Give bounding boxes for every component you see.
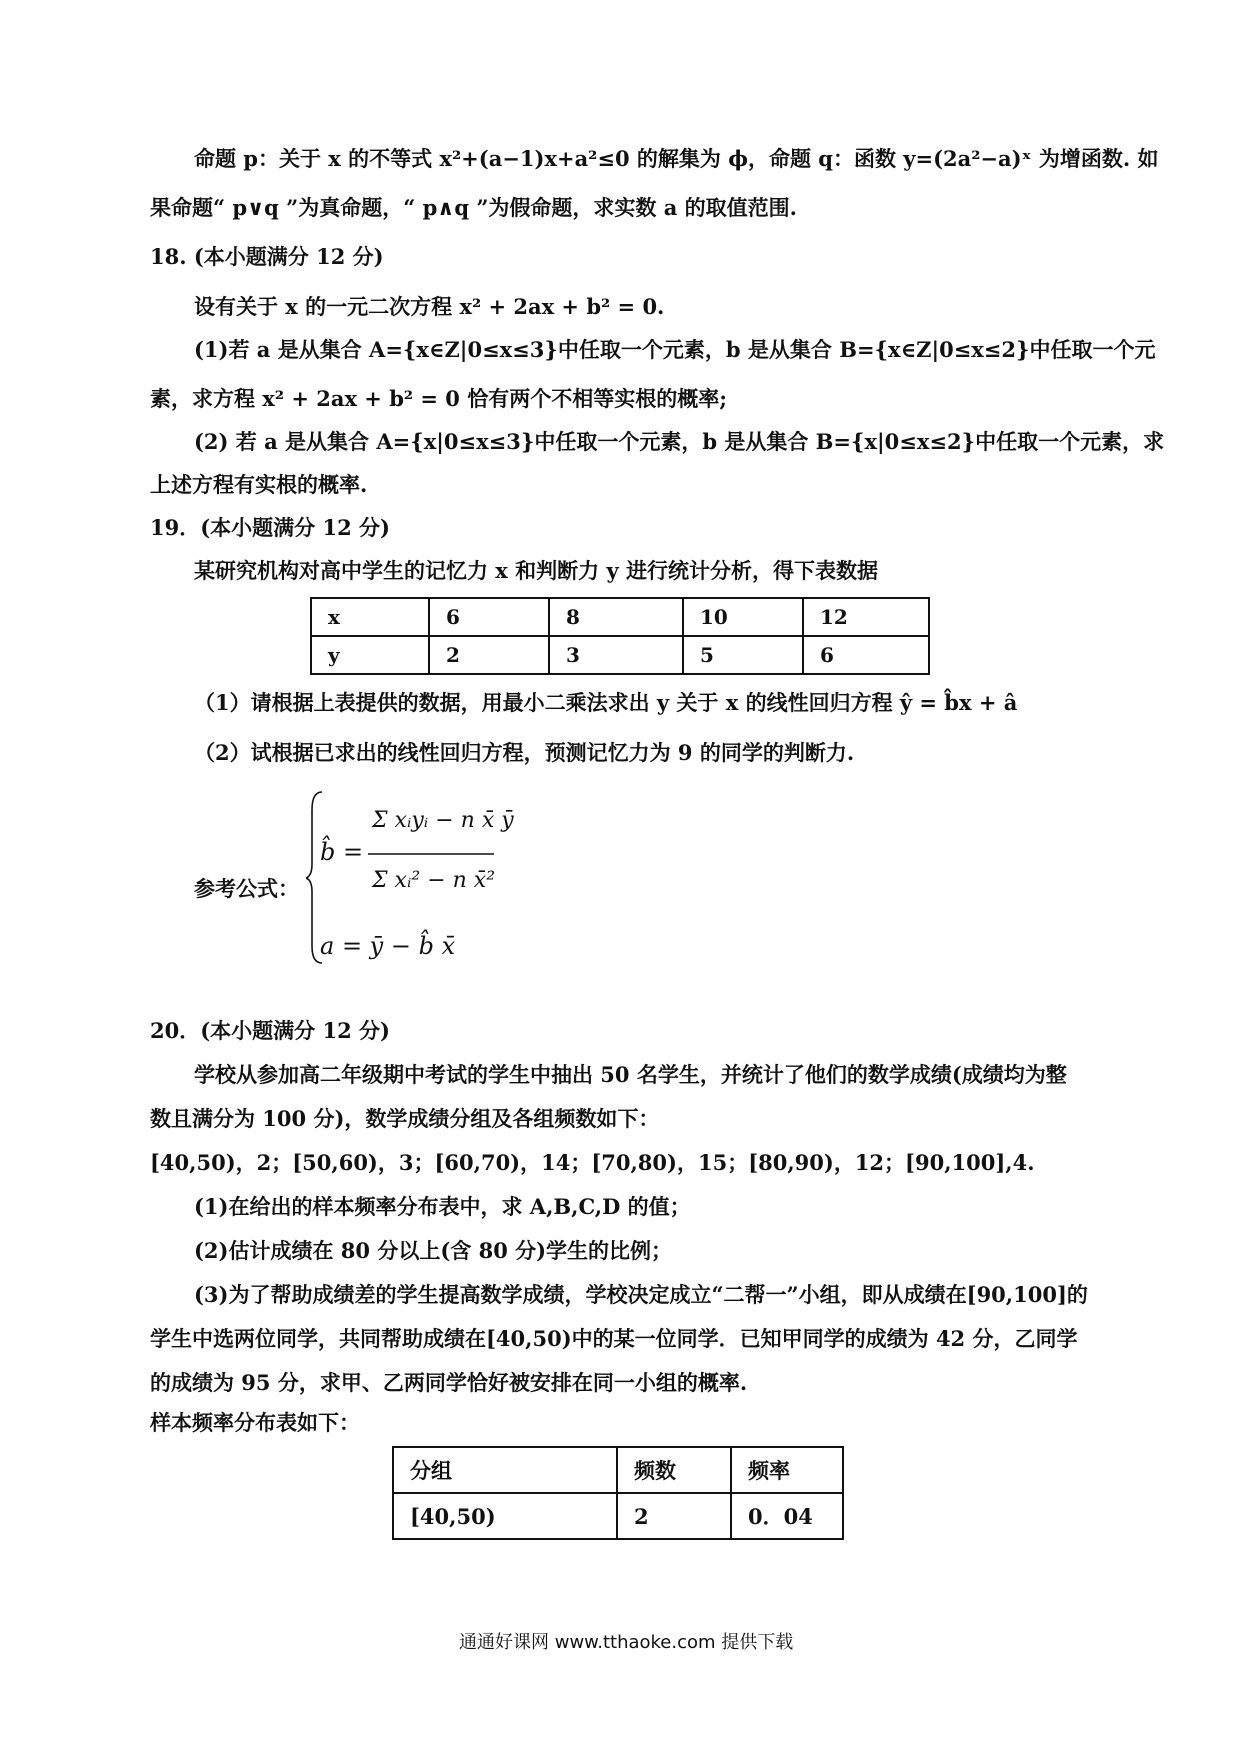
q20-intro-line1: 学校从参加高二年级期中考试的学生中抽出 50 名学生，并统计了他们的数学成绩(成绩均为整 — [194, 1062, 1067, 1087]
q19-part2: （2）试根据已求出的线性回归方程，预测记忆力为 9 的同学的判断力. — [194, 740, 855, 765]
fraction-bar — [368, 852, 496, 856]
formula-b-numerator: Σ xᵢyᵢ − n x̄ ȳ — [372, 808, 514, 833]
table-cell: 2 — [617, 1493, 731, 1539]
q19-data-table — [310, 597, 930, 675]
q17-line2: 果命题“ p∨q ”为真命题，“ p∧q ”为假命题，求实数 a 的取值范围. — [150, 195, 797, 220]
table-cell: x — [311, 598, 429, 636]
table-cell: 3 — [549, 636, 683, 674]
table-cell: [40,50) — [393, 1493, 617, 1539]
page-footer: 通通好课网 www.tthaoke.com 提供下载 — [459, 1632, 794, 1653]
q20-table-caption: 样本频率分布表如下： — [150, 1410, 360, 1435]
frequency-table — [392, 1446, 844, 1540]
table-cell: 10 — [683, 598, 803, 636]
q19-intro: 某研究机构对高中学生的记忆力 x 和判断力 y 进行统计分析，得下表数据 — [194, 558, 878, 583]
formula-b-hat-lhs: b̂ = — [320, 838, 364, 866]
q18-part2-line2: 上述方程有实根的概率. — [150, 472, 368, 497]
q19-part1: （1）请根据上表提供的数据，用最小二乘法求出 y 关于 x 的线性回归方程 ŷ = b̂x + â — [194, 690, 1018, 715]
table-cell: 0．04 — [731, 1493, 843, 1539]
table-row — [311, 598, 929, 636]
q18-part2-line1: (2) 若 a 是从集合 A={x|0≤x≤3}中任取一个元素，b 是从集合 B={x|0≤x≤2}中任取一个元素，求 — [194, 429, 1165, 454]
q20-part3-line1: (3)为了帮助成绩差的学生提高数学成绩，学校决定成立“二帮一”小组，即从成绩在[90,100]的 — [194, 1282, 1088, 1307]
table-header-row — [393, 1447, 843, 1493]
formula-label: 参考公式： — [194, 876, 299, 901]
table-row — [393, 1493, 843, 1539]
table-cell: 6 — [429, 598, 549, 636]
q20-groups: [40,50)，2；[50,60)，3；[60,70)，14；[70,80)，15；[80,90)，12；[90,100],4. — [150, 1150, 1035, 1175]
q20-part3-line2: 学生中选两位同学，共同帮助成绩在[40,50)中的某一位同学．已知甲同学的成绩为 42 分，乙同学 — [150, 1326, 1078, 1351]
q20-part1: (1)在给出的样本频率分布表中，求 A,B,C,D 的值； — [194, 1194, 691, 1219]
table-cell: 2 — [429, 636, 549, 674]
table-cell: 5 — [683, 636, 803, 674]
formula-a: a = ȳ − b̂ x̄ — [320, 932, 456, 960]
table-row — [311, 636, 929, 674]
table-cell: 6 — [803, 636, 929, 674]
table-cell: 8 — [549, 598, 683, 636]
q18-part1-line1: (1)若 a 是从集合 A={x∈Z|0≤x≤3}中任取一个元素，b 是从集合 B={x∈Z|0≤x≤2}中任取一个元 — [194, 337, 1156, 362]
q19-title: 19．(本小题满分 12 分) — [150, 515, 390, 540]
table-header-cell: 分组 — [393, 1447, 617, 1493]
q20-part3-line3: 的成绩为 95 分，求甲、乙两同学恰好被安排在同一小组的概率. — [150, 1370, 748, 1395]
table-header-cell: 频率 — [731, 1447, 843, 1493]
q18-intro: 设有关于 x 的一元二次方程 x² + 2ax + b² = 0. — [194, 294, 665, 319]
q18-title: 18. (本小题满分 12 分) — [150, 244, 384, 269]
table-header-cell: 频数 — [617, 1447, 731, 1493]
table-cell: 12 — [803, 598, 929, 636]
q20-part2: (2)估计成绩在 80 分以上(含 80 分)学生的比例； — [194, 1238, 673, 1263]
formula-b-denominator: Σ xᵢ² − n x̄² — [372, 868, 496, 893]
table-cell: y — [311, 636, 429, 674]
q20-title: 20．(本小题满分 12 分) — [150, 1018, 390, 1043]
q18-part1-line2: 素，求方程 x² + 2ax + b² = 0 恰有两个不相等实根的概率; — [150, 386, 727, 411]
q20-intro-line2: 数且满分为 100 分)，数学成绩分组及各组频数如下： — [150, 1106, 660, 1131]
q17-line1: 命题 p：关于 x 的不等式 x²+(a−1)x+a²≤0 的解集为 ϕ，命题 q：函数 y=(2a²−a)ˣ 为增函数. 如 — [194, 146, 1159, 171]
